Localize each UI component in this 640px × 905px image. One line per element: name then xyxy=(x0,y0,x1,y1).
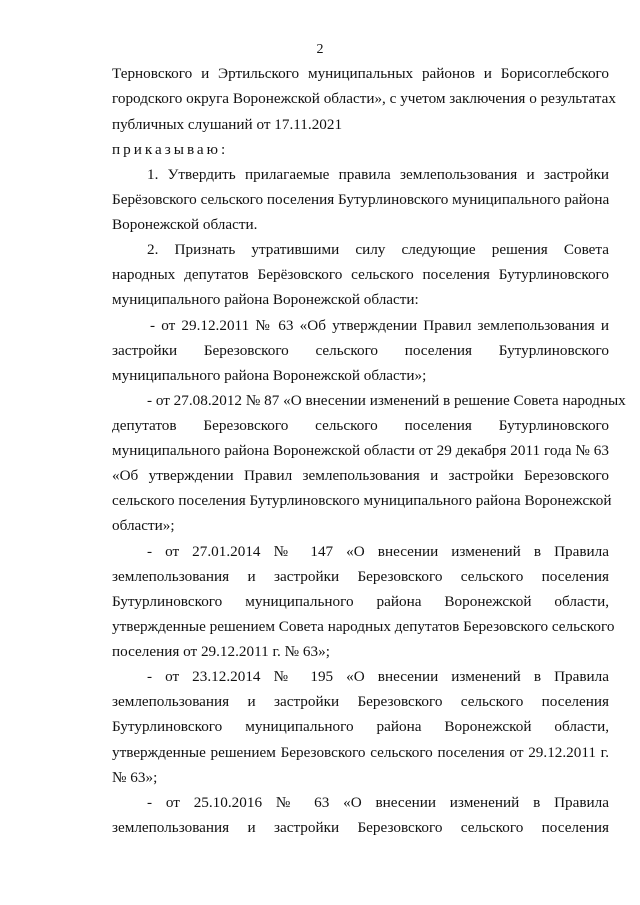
text-line: - от 25.10.2016 № 63 «О внесении изменений в Правила xyxy=(147,794,609,811)
text-line: - от 27.01.2014 № 147 «О внесении изменений в Правила xyxy=(147,543,609,560)
text-line: - от 29.12.2011 № 63 «Об утверждении Правил землепользования и xyxy=(150,317,609,334)
text-line: Воронежской области. xyxy=(112,216,258,233)
text-line: Бутурлиновского муниципального района Воронежской области, xyxy=(112,718,609,735)
text-line: утвержденные решением Совета народных депутатов Березовского сельского xyxy=(112,618,615,635)
text-line: - от 23.12.2014 № 195 «О внесении изменений в Правила xyxy=(147,668,609,685)
text-line: «Об утверждении Правил землепользования и застройки Березовского xyxy=(112,467,609,484)
text-line: муниципального района Воронежской области»; xyxy=(112,367,427,384)
text-line: поселения от 29.12.2011 г. № 63»; xyxy=(112,643,330,660)
text-line: землепользования и застройки Березовского сельского поселения xyxy=(112,693,609,710)
text-line: утвержденные решением Березовского сельского поселения от 29.12.2011 г. xyxy=(112,744,609,761)
text-line: Терновского и Эртильского муниципальных районов и Борисоглебского xyxy=(112,65,609,82)
page-number: 2 xyxy=(316,42,324,57)
text-line: землепользования и застройки Березовского сельского поселения xyxy=(112,819,609,836)
text-line: - от 27.08.2012 № 87 «О внесении изменений в решение Совета народных xyxy=(147,392,626,409)
text-line: 2. Признать утратившими силу следующие решения Совета xyxy=(147,241,609,258)
text-line: публичных слушаний от 17.11.2021 xyxy=(112,116,343,133)
text-line: Берёзовского сельского поселения Бутурлиновского муниципального района xyxy=(112,191,610,208)
text-line: Бутурлиновского муниципального района Воронежской области, xyxy=(112,593,609,610)
text-line: депутатов Березовского сельского поселения Бутурлиновского xyxy=(112,417,609,434)
order-word: приказываю: xyxy=(112,141,229,158)
text-line: № 63»; xyxy=(112,769,158,786)
text-line: муниципального района Воронежской области: xyxy=(112,291,419,308)
text-line: сельского поселения Бутурлиновского муниципального района Воронежской xyxy=(112,492,612,509)
text-line: землепользования и застройки Березовского сельского поселения xyxy=(112,568,609,585)
text-line: народных депутатов Берёзовского сельского поселения Бутурлиновского xyxy=(112,266,609,283)
text-line: застройки Березовского сельского поселения Бутурлиновского xyxy=(112,342,609,359)
text-line: городского округа Воронежской области», с учетом заключения о результатах xyxy=(112,90,616,107)
text-line: муниципального района Воронежской области от 29 декабря 2011 года № 63 xyxy=(112,442,609,459)
text-line: области»; xyxy=(112,517,175,534)
text-line: 1. Утвердить прилагаемые правила землепользования и застройки xyxy=(147,166,609,183)
